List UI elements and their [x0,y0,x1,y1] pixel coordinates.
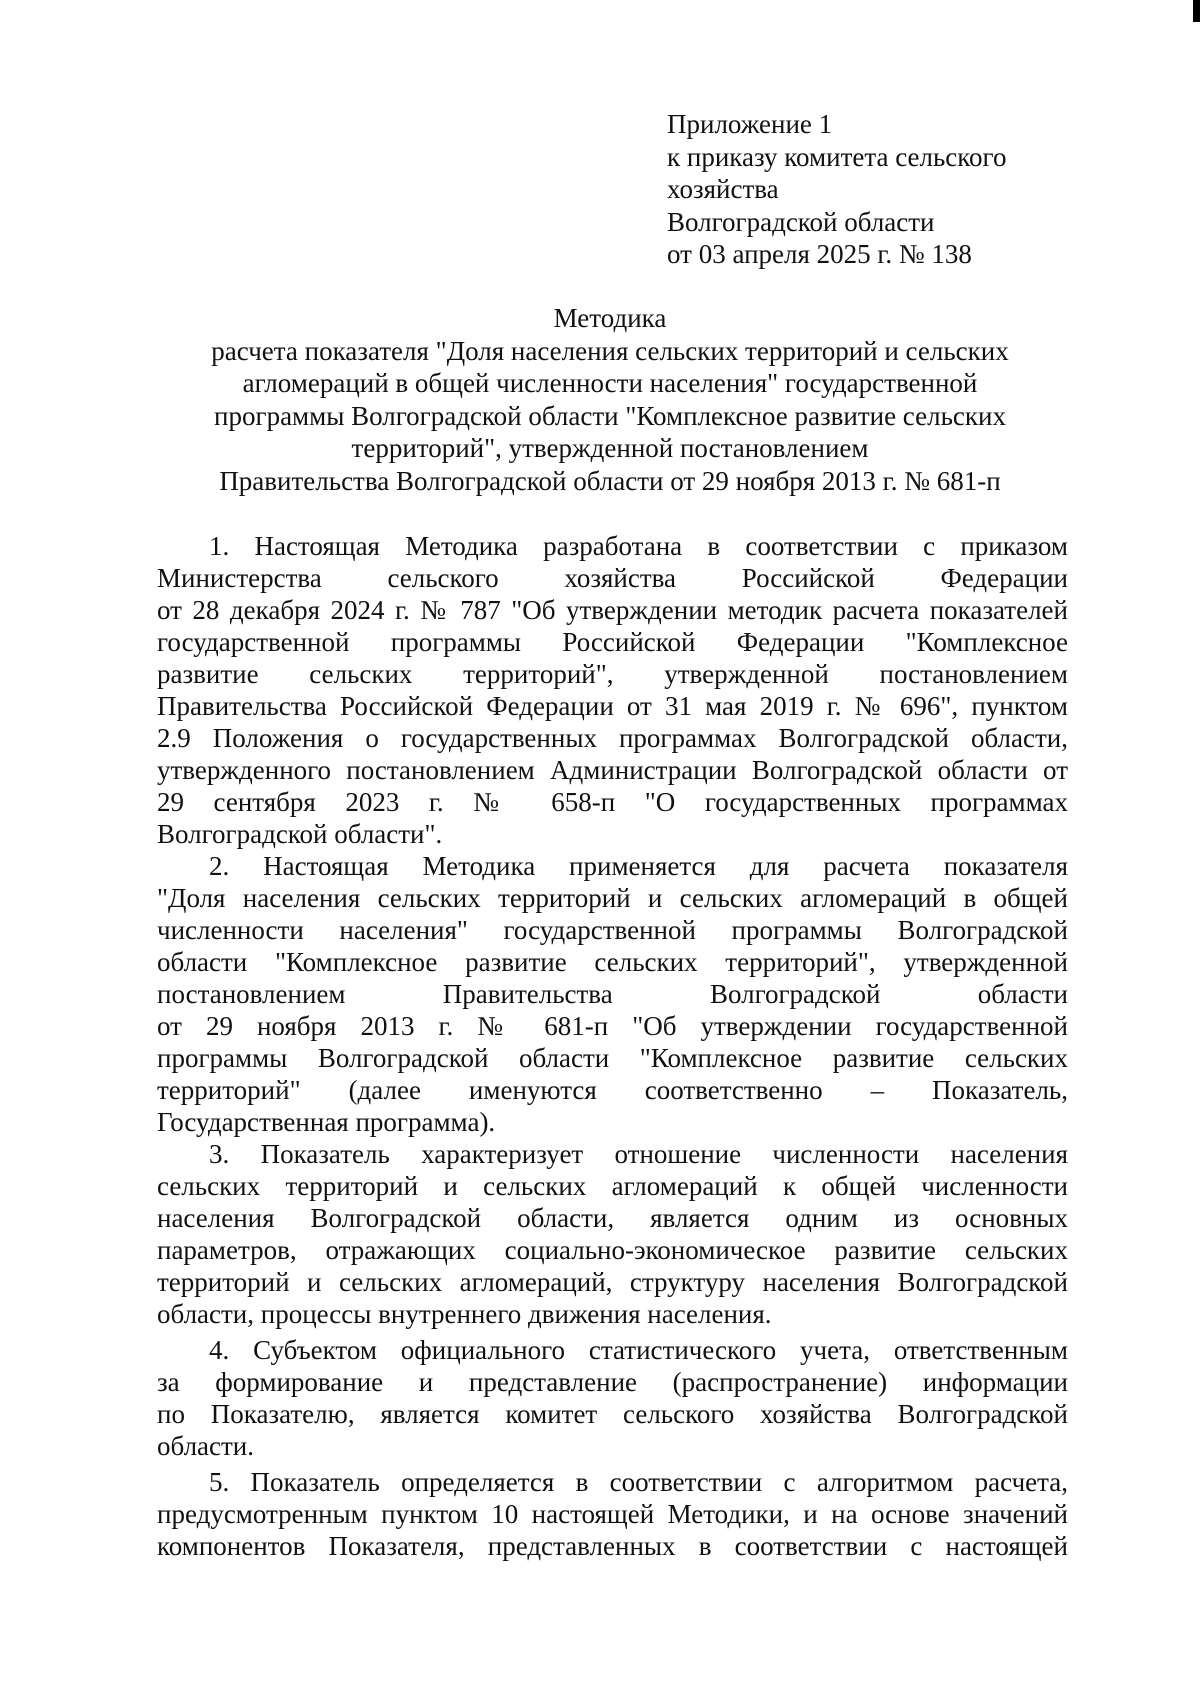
appendix-line: от 03 апреля 2025 г. № 138 [667,239,972,269]
text-line: от 29 ноября 2013 г. № 681-п "Об утверждении государственной [157,1011,1068,1041]
document-title [150,302,1070,497]
scan-edge-mark [1193,0,1200,22]
title-line: расчета показателя "Доля населения сельских территорий и сельских [211,335,1009,366]
text-line: 2. Настоящая Методика применяется для расчета показателя [209,851,1068,881]
text-line: от 28 декабря 2024 г. № 787 "Об утверждении методик расчета показателей [157,595,1068,625]
title-heading: Методика [553,303,667,333]
text-line: сельских территорий и сельских агломераций к общей численности [157,1171,1068,1201]
text-line: области. [157,1431,255,1461]
text-line: развитие сельских территорий", утвержденной постановлением [157,659,1068,689]
text-line: за формирование и представление (распространение) информации [157,1367,1068,1397]
paragraph-2 [157,850,1068,1138]
text-line: территорий и сельских агломераций, структуру населения Волгоградской [157,1267,1068,1297]
text-line: 3. Показатель характеризует отношение численности населения [209,1139,1068,1169]
text-line: по Показателю, является комитет сельского хозяйства Волгоградской [157,1399,1068,1429]
text-line: Государственная программа). [157,1107,496,1137]
text-line: постановлением Правительства Волгоградской области [157,979,1068,1009]
title-line: программы Волгоградской области "Комплексное развитие сельских [214,400,1006,431]
text-line: государственной программы Российской Федерации "Комплексное [157,627,1068,657]
text-line: 2.9 Положения о государственных программах Волгоградской области, [157,723,1068,753]
appendix-line: Волгоградской области [667,206,935,237]
paragraph-5 [157,1466,1068,1562]
appendix-line: Приложение 1 [667,109,833,139]
text-line: компонентов Показателя, представленных в соответствии с настоящей [157,1531,1068,1561]
text-line: численности населения" государственной программы Волгоградской [157,915,1068,945]
text-line: 29 сентября 2023 г. № 658-п "О государственных программах [157,787,1068,817]
text-line: утвержденного постановлением Администрации Волгоградской области от [157,755,1068,785]
text-line: 1. Настоящая Методика разработана в соответствии с приказом [209,531,1068,561]
text-line: 4. Субъектом официального статистического учета, ответственным [209,1335,1068,1365]
text-line: территорий" (далее именуются соответственно – Показатель, [157,1075,1068,1105]
appendix-line: хозяйства [667,174,779,204]
text-line: области "Комплексное развитие сельских территорий", утвержденной [157,947,1068,977]
paragraph-4 [157,1334,1068,1462]
text-line: "Доля населения сельских территорий и сельских агломераций в общей [157,883,1068,913]
title-line: Правительства Волгоградской области от 29 ноября 2013 г. № 681-п [219,465,1001,496]
text-line: предусмотренным пунктом 10 настоящей Методики, и на основе значений [157,1499,1068,1529]
document-body [157,530,1068,1562]
paragraph-1 [157,530,1068,850]
text-line: 5. Показатель определяется в соответствии с алгоритмом расчета, [209,1467,1068,1497]
title-line: агломераций в общей численности населения" государственной [242,368,978,398]
title-line: территорий", утвержденной постановлением [351,433,869,463]
appendix-header [667,108,1107,271]
text-line: Министерства сельского хозяйства Российской Федерации [157,563,1068,593]
text-line: Правительства Российской Федерации от 31 мая 2019 г. № 696", пунктом [157,691,1068,721]
text-line: параметров, отражающих социально-экономическое развитие сельских [157,1235,1068,1265]
text-line: области, процессы внутреннего движения населения. [157,1299,772,1329]
text-line: населения Волгоградской области, является одним из основных [157,1203,1068,1233]
paragraph-3 [157,1138,1068,1330]
appendix-line: к приказу комитета сельского [667,141,1007,172]
text-line: программы Волгоградской области "Комплексное развитие сельских [157,1043,1068,1073]
text-line: Волгоградской области". [157,819,443,849]
